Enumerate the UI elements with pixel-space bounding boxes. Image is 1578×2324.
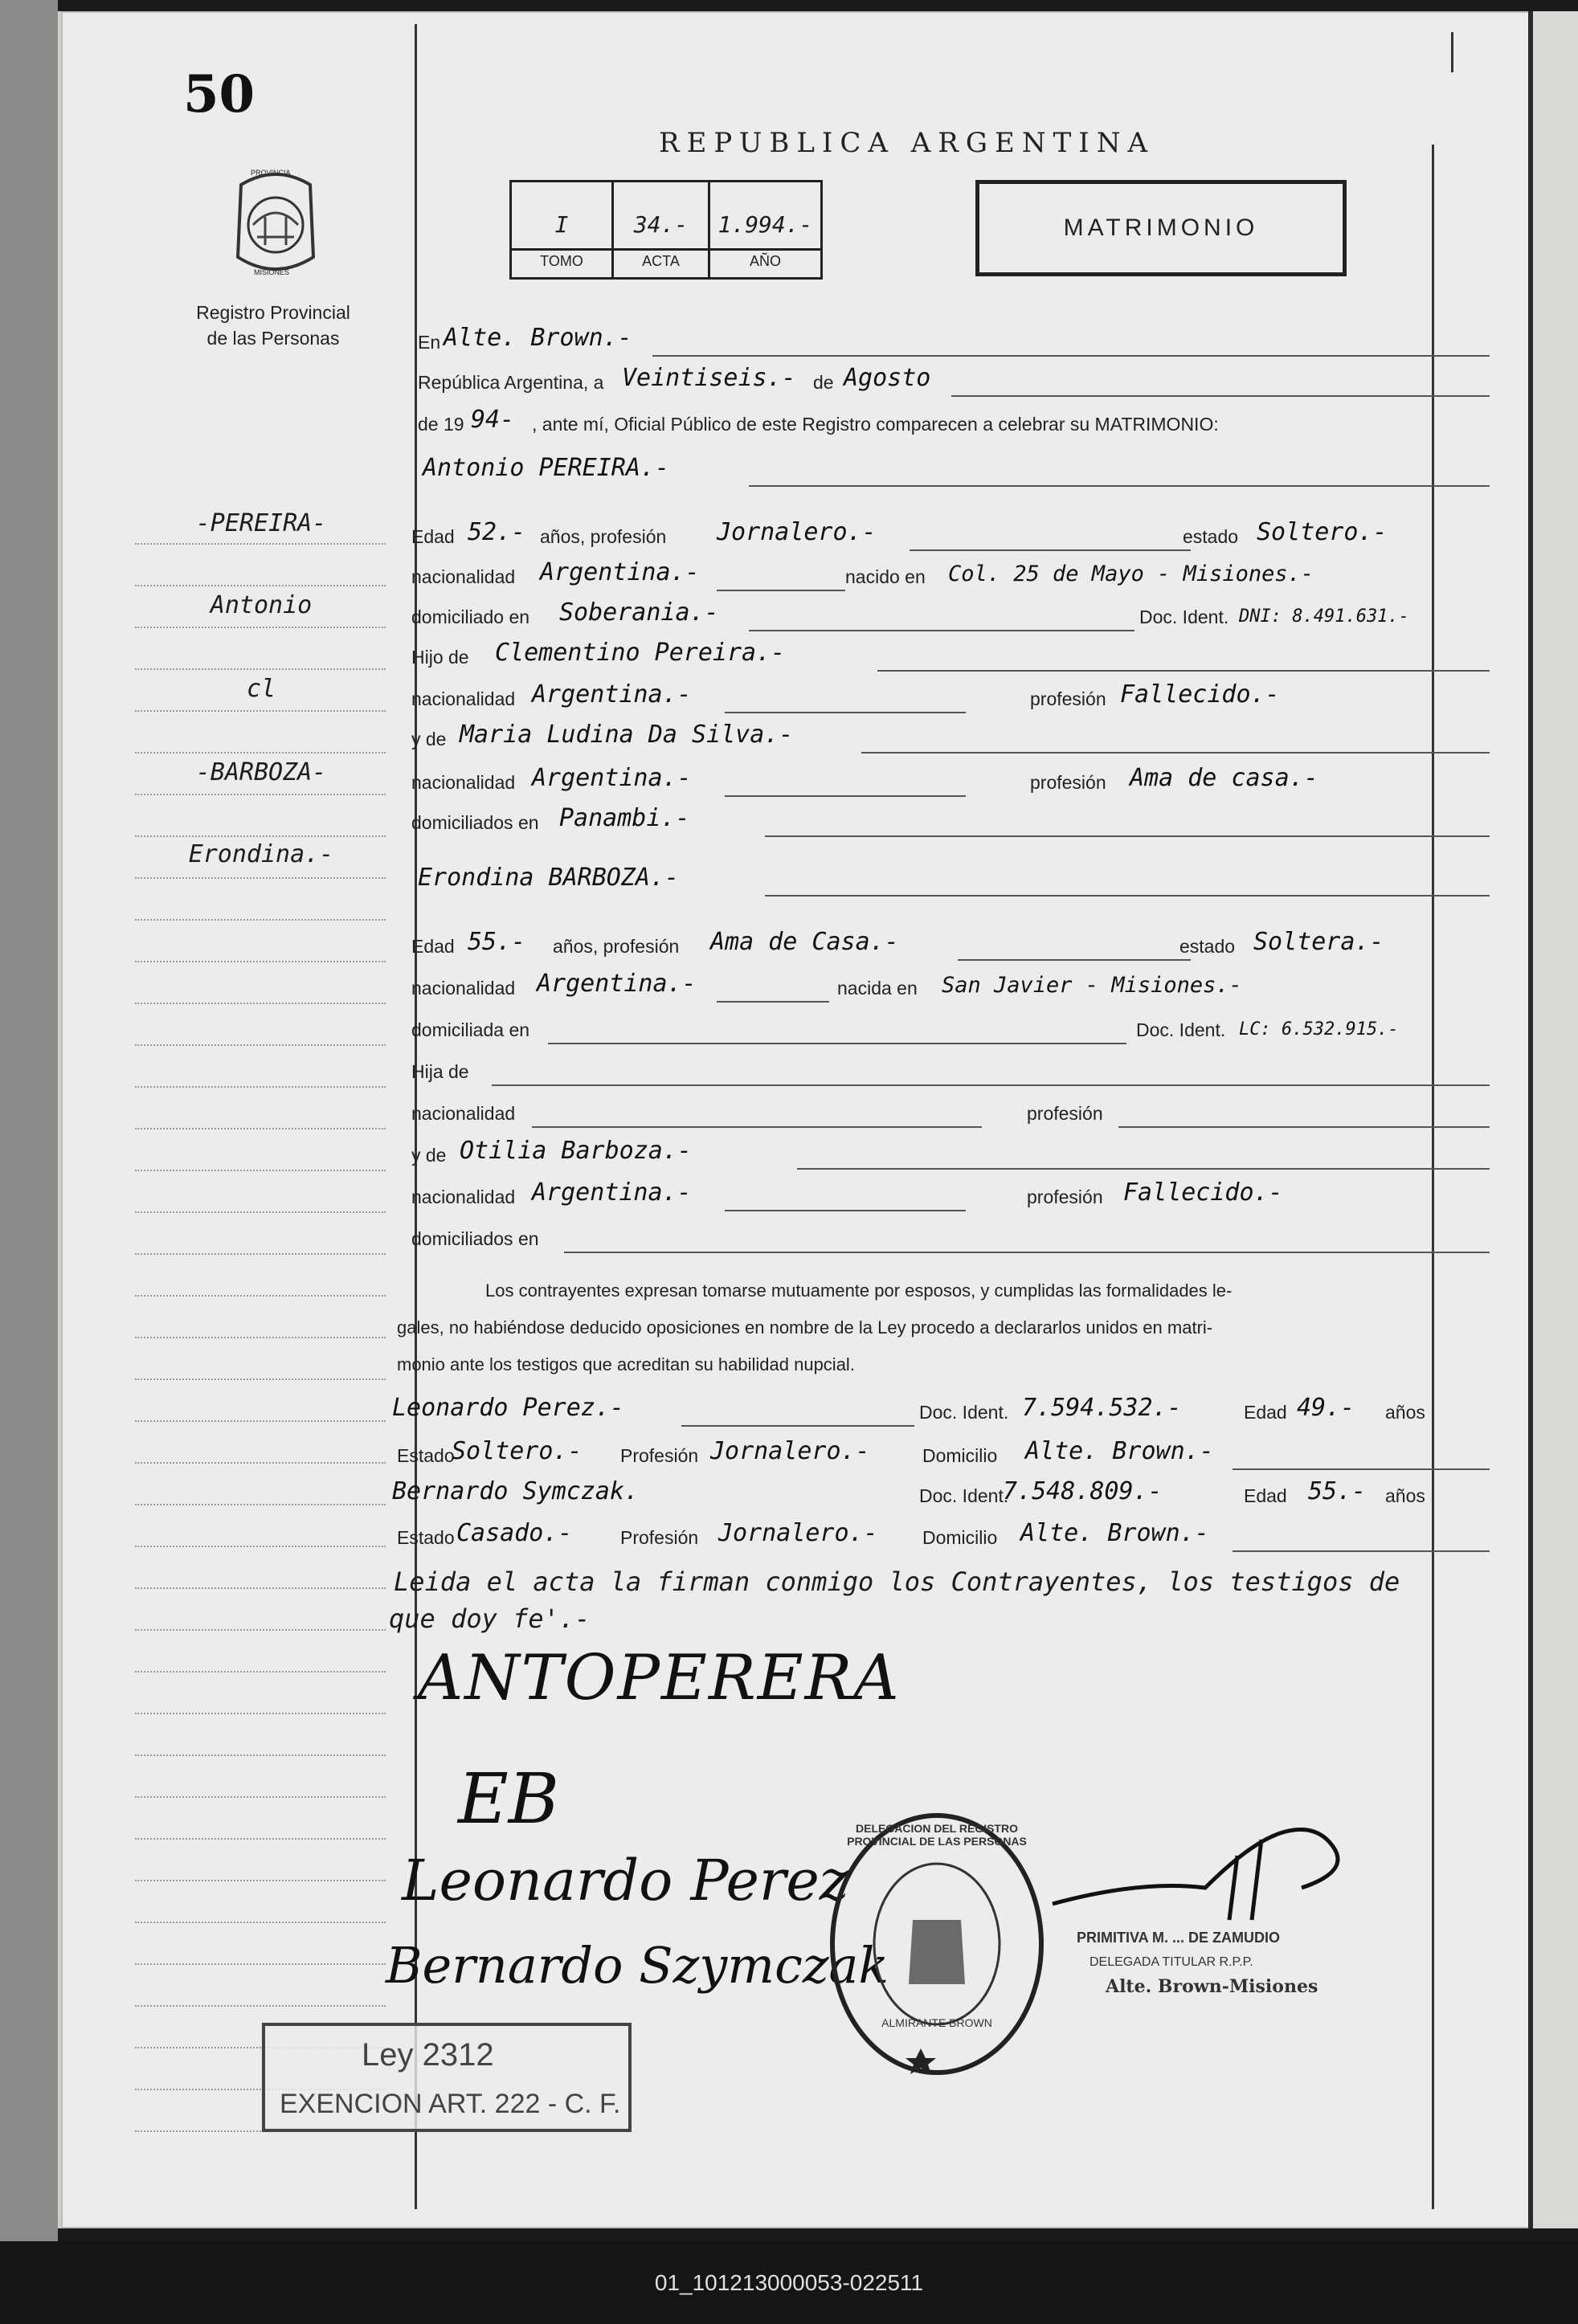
groom-mother-row <box>411 717 1490 754</box>
groom-mother: Maria Ludina Da Silva.- <box>460 721 794 749</box>
month-value: Agosto <box>844 364 931 392</box>
signature-witness-1: Leonardo Perez <box>402 1848 849 1914</box>
bride-name-row <box>411 860 1490 897</box>
exencion-line: EXENCION ART. 222 - C. F. <box>280 2089 621 2119</box>
witness-1-name: Leonardo Perez.- <box>392 1394 624 1422</box>
witness-2-estado-label: Estado <box>397 1527 455 1548</box>
groom-mother-occupation: Ama de casa.- <box>1130 764 1318 792</box>
bride-doc-label: Doc. Ident. <box>1136 1019 1226 1040</box>
margin-rule-line <box>135 1462 386 1464</box>
registry-line-2: de las Personas <box>206 328 340 349</box>
margin-rule-line <box>135 1003 386 1004</box>
domiciliado-label: domiciliado en <box>411 607 530 627</box>
margin-rule-line <box>135 1295 386 1297</box>
year-prefix: de 19 <box>418 414 464 435</box>
witness-1-domicile: Alte. Brown.- <box>1025 1437 1214 1465</box>
nacido-label: nacido en <box>845 566 926 587</box>
round-seal-inner: ALMIRANTE BROWN <box>881 2016 992 2029</box>
bride-occupation: Ama de Casa.- <box>710 928 899 956</box>
groom-domicile-row <box>411 594 1490 631</box>
nacida-label: nacida en <box>837 978 918 999</box>
bride-nationality: Argentina.- <box>537 970 697 998</box>
nacionalidad-label: nacionalidad <box>411 566 516 587</box>
place-value: Alte. Brown.- <box>444 324 632 352</box>
groom-mother-nationality: Argentina.- <box>532 764 692 792</box>
bride-estado-label: estado <box>1179 936 1236 957</box>
groom-mother-nat-row <box>411 760 1490 797</box>
margin-note-bride-surname: -BARBOZA- <box>195 758 327 786</box>
margin-rule-line <box>135 1754 386 1756</box>
witness-2-row <box>392 1473 1490 1510</box>
witness-1-edad-label: Edad <box>1244 1402 1287 1423</box>
margin-rule-line <box>135 1713 386 1714</box>
margin-rule-line <box>135 543 386 545</box>
country-heading: REPUBLICA ARGENTINA <box>659 127 1155 159</box>
domiciliada-label: domiciliada en <box>411 1019 530 1040</box>
margin-rule-line <box>135 1880 386 1881</box>
groom-status: Soltero.- <box>1257 518 1388 546</box>
groom-age: 52.- <box>468 518 526 546</box>
witness-2-edad-label: Edad <box>1244 1485 1287 1506</box>
seal-bottom-text: MISIONES <box>254 268 290 276</box>
binding-edge <box>0 0 58 2241</box>
bride-doc: LC: 6.532.915.- <box>1239 1019 1399 1039</box>
witness-2-doc: 7.548.809.- <box>1003 1477 1163 1505</box>
groom-nationality-row <box>411 554 1490 591</box>
bride-age: 55.- <box>468 928 526 956</box>
groom-name-row <box>411 450 1490 487</box>
bride-age-row <box>411 924 1490 961</box>
witness-2-dom-label: Domicilio <box>922 1527 998 1548</box>
margin-rule-line <box>135 1420 386 1422</box>
margin-rule-line <box>135 1796 386 1798</box>
bride-name: Erondina BARBOZA.- <box>418 864 680 892</box>
appearance-statement: , ante mí, Oficial Público de este Registro comparecen a celebrar su MATRIMONIO: <box>532 414 1219 435</box>
margin-rule-line <box>135 1253 386 1255</box>
republic-label: República Argentina, a <box>418 372 604 393</box>
witness-1-doc: 7.594.532.- <box>1022 1394 1182 1422</box>
registry-line-1: Registro Provincial <box>196 302 350 323</box>
groom-father-nationality: Argentina.- <box>532 680 692 709</box>
margin-note-conjunction: cl <box>246 675 276 703</box>
groom-father: Clementino Pereira.- <box>495 639 786 667</box>
de-label: de <box>813 372 834 393</box>
witness-1-age: 49.- <box>1297 1394 1355 1422</box>
margin-rule-line <box>135 919 386 921</box>
margin-rule-line <box>135 668 386 670</box>
registry-round-seal-icon <box>824 1807 1049 2081</box>
bride-mother-nac-label: nacionalidad <box>411 1187 516 1207</box>
mother-nac-label: nacionalidad <box>411 772 516 793</box>
hija-label: Hija de <box>411 1061 469 1082</box>
groom-father-occupation: Fallecido.- <box>1120 680 1280 709</box>
margin-rule-line <box>135 1086 386 1088</box>
father-prof-label: profesión <box>1030 688 1106 709</box>
margin-rule-line <box>135 1211 386 1213</box>
margin-rule-line <box>135 2005 386 2007</box>
anos-profesion-label: años, profesión <box>540 526 667 547</box>
witness-2-age: 55.- <box>1308 1477 1367 1505</box>
margin-rule-line <box>135 1170 386 1171</box>
official-signature-icon <box>1045 1807 1382 1936</box>
estado-label: estado <box>1183 526 1239 547</box>
tomo-label: TOMO <box>540 253 583 269</box>
bride-mother: Otilia Barboza.- <box>460 1137 692 1165</box>
bride-anos-profesion-label: años, profesión <box>553 936 680 957</box>
bride-nacionalidad-label: nacionalidad <box>411 978 516 999</box>
bride-father-row <box>411 1049 1490 1086</box>
margin-note-firstname: Antonio <box>210 591 313 619</box>
right-border-top <box>1451 32 1453 72</box>
margin-rule-line <box>135 794 386 795</box>
bride-mother-nationality: Argentina.- <box>532 1178 692 1207</box>
margin-rule-line <box>135 1337 386 1338</box>
official-stamp-line-2: DELEGADA TITULAR R.P.P. <box>1089 1955 1253 1969</box>
margin-note-surname: -PEREIRA- <box>195 509 327 537</box>
witness-2-doc-label: Doc. Ident. <box>919 1485 1009 1506</box>
nac1-label: nacionalidad <box>411 1103 516 1124</box>
edad-label: Edad <box>411 526 455 547</box>
signature-witness-2: Bernardo Szymczak <box>386 1936 889 1995</box>
bride-mother-prof-label: profesión <box>1027 1187 1103 1207</box>
witness-1-estado-label: Estado <box>397 1445 455 1466</box>
margin-rule-line <box>135 585 386 586</box>
witness-2-prof-label: Profesión <box>620 1527 699 1548</box>
margin-rule-line <box>135 627 386 628</box>
bride-mother-row <box>411 1133 1490 1170</box>
place-row <box>411 320 1490 357</box>
witness-2-name: Bernardo Symczak. <box>392 1477 640 1505</box>
bride-status: Soltera.- <box>1253 928 1384 956</box>
groom-parents-domicile: Panambi.- <box>559 804 690 832</box>
bride-mother-occupation: Fallecido.- <box>1123 1178 1283 1207</box>
margin-rule-line <box>135 1044 386 1046</box>
margin-rule-line <box>135 752 386 754</box>
acta-value: 34.- <box>633 211 689 238</box>
margin-rule-line <box>135 1629 386 1631</box>
groom-age-row <box>411 514 1490 551</box>
margin-rule-line <box>135 835 386 837</box>
witness-2-anos-label: años <box>1385 1485 1425 1506</box>
bride-domicile-row <box>411 1007 1490 1044</box>
margin-rule-line <box>135 877 386 879</box>
bride-father-nat-row <box>411 1091 1490 1128</box>
ano-label: AÑO <box>749 253 781 269</box>
witness-1-row <box>392 1390 1490 1427</box>
tax-exemption-stamp <box>262 2023 632 2132</box>
round-seal-text: DELEGACION DEL REGISTRO PROVINCIAL DE LAS PERSONAS <box>847 1822 1027 1848</box>
margin-rule-line <box>135 1671 386 1673</box>
scan-footer <box>0 2241 1578 2324</box>
margin-rule-line <box>135 1128 386 1129</box>
bride-nationality-row <box>411 966 1490 1003</box>
margin-rule-line <box>135 1504 386 1505</box>
margin-rule-line <box>135 1546 386 1547</box>
witness-1-detail-row <box>397 1433 1490 1470</box>
official-stamp-line-1: PRIMITIVA M. ... DE ZAMUDIO <box>1077 1930 1280 1946</box>
witness-1-dom-label: Domicilio <box>922 1445 998 1466</box>
next-page-edge <box>1528 11 1578 2228</box>
signature-bride: EB <box>458 1759 559 1840</box>
doc-label: Doc. Ident. <box>1139 607 1229 627</box>
seal-top-text: PROVINCIA <box>251 169 291 177</box>
groom-domicile: Soberania.- <box>559 598 719 627</box>
margin-rule-line <box>135 1963 386 1965</box>
acta-label: ACTA <box>642 253 680 269</box>
domiciliados-label: domiciliados en <box>411 812 539 833</box>
closing-line-1: Leida el acta la firman conmigo los Contrayentes, los testigos de <box>394 1566 1400 1597</box>
margin-rule-line <box>135 961 386 962</box>
yde-label: y de <box>411 729 447 749</box>
witness-1-doc-label: Doc. Ident. <box>919 1402 1009 1423</box>
act-type-box <box>975 180 1347 276</box>
ano-value: 1.994.- <box>717 211 813 238</box>
page-number: 50 <box>183 64 256 125</box>
groom-doc: DNI: 8.491.631.- <box>1239 607 1409 627</box>
groom-occupation: Jornalero.- <box>717 518 877 546</box>
witness-1-occupation: Jornalero.- <box>710 1437 870 1465</box>
declaration-line-2: gales, no habiéndose deducido oposiciones en nombre de la Ley procedo a declararlos unidos en matri- <box>397 1317 1213 1338</box>
witness-2-detail-row <box>397 1515 1490 1552</box>
act-type-label: MATRIMONIO <box>1063 214 1259 241</box>
groom-birthplace: Col. 25 de Mayo - Misiones.- <box>948 562 1314 586</box>
provincial-seal-icon <box>225 169 326 281</box>
tomo-value: I <box>554 211 569 238</box>
father-nac-label: nacionalidad <box>411 688 516 709</box>
groom-father-nat-row <box>411 676 1490 713</box>
margin-rule-line <box>135 1378 386 1380</box>
scan-filename: 01_101213000053-022511 <box>654 2269 924 2295</box>
declaration-line-3: monio ante los testigos que acreditan su habilidad nupcial. <box>397 1354 855 1374</box>
witness-2-status: Casado.- <box>456 1519 573 1547</box>
groom-nationality: Argentina.- <box>540 558 700 586</box>
official-stamp-line-3: Alte. Brown-Misiones <box>1106 1976 1318 1997</box>
groom-father-row <box>411 635 1490 672</box>
bride-domiciliados-label: domiciliados en <box>411 1228 539 1249</box>
margin-rule-line <box>135 1838 386 1840</box>
margin-note-bride-name: Erondina.- <box>188 840 334 868</box>
witness-2-occupation: Jornalero.- <box>718 1519 878 1547</box>
bride-birthplace: San Javier - Misiones.- <box>942 973 1242 998</box>
margin-rule-line <box>135 1587 386 1589</box>
prof1-label: profesión <box>1027 1103 1103 1124</box>
witness-1-anos-label: años <box>1385 1402 1425 1423</box>
en-label: En <box>418 332 441 353</box>
witness-2-domicile: Alte. Brown.- <box>1020 1519 1209 1547</box>
margin-rule-line <box>135 710 386 712</box>
year-row <box>411 402 1490 439</box>
margin-rule-line <box>135 1922 386 1923</box>
groom-name: Antonio PEREIRA.- <box>423 454 670 482</box>
record-box <box>509 180 823 280</box>
witness-1-prof-label: Profesión <box>620 1445 699 1466</box>
bride-mother-nat-row <box>411 1174 1490 1211</box>
bride-parents-domicile-row <box>411 1216 1490 1253</box>
witness-1-status: Soltero.- <box>452 1437 583 1465</box>
day-value: Veintiseis.- <box>622 364 796 392</box>
ley-line: Ley 2312 <box>362 2037 494 2073</box>
date-row <box>411 360 1490 397</box>
year-suffix: 94- <box>471 406 515 434</box>
mother-prof-label: profesión <box>1030 772 1106 793</box>
signature-groom: ANTOPERERA <box>418 1642 901 1714</box>
bride-yde-label: y de <box>411 1145 447 1166</box>
declaration-line-1: Los contrayentes expresan tomarse mutuamente por esposos, y cumplidas las formalidades le- <box>485 1280 1233 1301</box>
bride-edad-label: Edad <box>411 936 455 957</box>
groom-parents-domicile-row <box>411 800 1490 837</box>
closing-line-2: que doy fe'.- <box>389 1603 591 1634</box>
hijo-label: Hijo de <box>411 647 469 668</box>
